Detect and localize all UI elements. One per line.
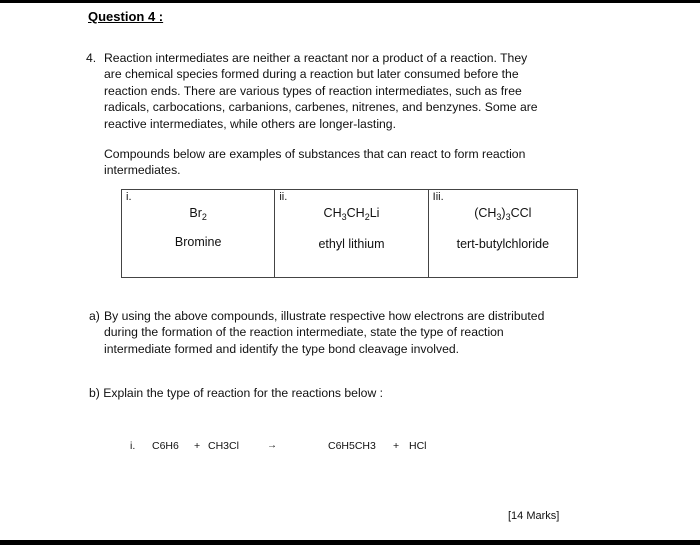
table-cell-tert-butylchloride bbox=[428, 190, 577, 277]
reactant-benzene: C6H6 bbox=[152, 440, 179, 452]
product-toluene: C6H5CH3 bbox=[328, 440, 376, 452]
question-title: Question 4 : bbox=[88, 9, 164, 24]
compounds-table bbox=[121, 189, 578, 278]
intro-line: reaction ends. There are various types of reaction intermediates, such as free bbox=[104, 83, 522, 98]
part-a bbox=[89, 308, 619, 357]
cell-index: i. bbox=[126, 191, 132, 203]
part-b: b) Explain the type of reaction for the reactions below : bbox=[89, 386, 384, 400]
compound-name: ethyl lithium bbox=[318, 237, 385, 251]
part-a-label: a) bbox=[89, 309, 100, 323]
product-hcl: HCl bbox=[409, 440, 427, 452]
intro-paragraph bbox=[86, 50, 606, 132]
compounds-line: Compounds below are examples of substances that can react to form reaction bbox=[104, 147, 526, 161]
compound-name: tert-butylchloride bbox=[456, 237, 550, 251]
intro-line: are chemical species formed during a reaction but later consumed before the bbox=[104, 67, 519, 82]
formula-br2: $Br_2$ bbox=[189, 206, 207, 222]
cell-index: Iii. bbox=[432, 191, 444, 203]
part-a-line: By using the above compounds, illustrate respective how electrons are distributed bbox=[104, 309, 545, 323]
top-border bbox=[0, 0, 700, 3]
reaction-arrow-icon: → bbox=[267, 440, 277, 451]
formula-ch3-3ccl: $(CH_3)_3CCl$ bbox=[474, 206, 532, 222]
compounds-line: intermediates. bbox=[104, 163, 181, 178]
part-a-line: during the formation of the reaction intermediate, state the type of reaction bbox=[104, 325, 504, 340]
question-number: 4. bbox=[86, 51, 97, 65]
intro-line: reactive intermediates, while others are longer-lasting. bbox=[104, 116, 396, 131]
compounds-paragraph bbox=[104, 146, 604, 179]
reaction-index: i. bbox=[130, 440, 136, 452]
bottom-border bbox=[0, 540, 700, 545]
part-a-line: intermediate formed and identify the type bond cleavage involved. bbox=[104, 341, 460, 356]
compound-name: Bromine bbox=[174, 235, 222, 249]
marks-label: [14 Marks] bbox=[508, 510, 560, 522]
reactant-chloromethane: CH3Cl bbox=[208, 440, 239, 452]
formula-ch3ch2li: $CH_3CH_2Li$ bbox=[323, 206, 380, 222]
intro-line: Reaction intermediates are neither a reactant nor a product of a reaction. They bbox=[104, 51, 528, 65]
table-cell-bromine bbox=[122, 190, 274, 277]
intro-line: radicals, carbocations, carbanions, carbenes, nitrenes, and benzynes. Some are bbox=[104, 100, 538, 115]
plus-sign: + bbox=[194, 440, 201, 452]
table-cell-ethyl-lithium bbox=[274, 190, 427, 277]
cell-index: ii. bbox=[279, 191, 288, 203]
plus-sign: + bbox=[393, 440, 400, 452]
